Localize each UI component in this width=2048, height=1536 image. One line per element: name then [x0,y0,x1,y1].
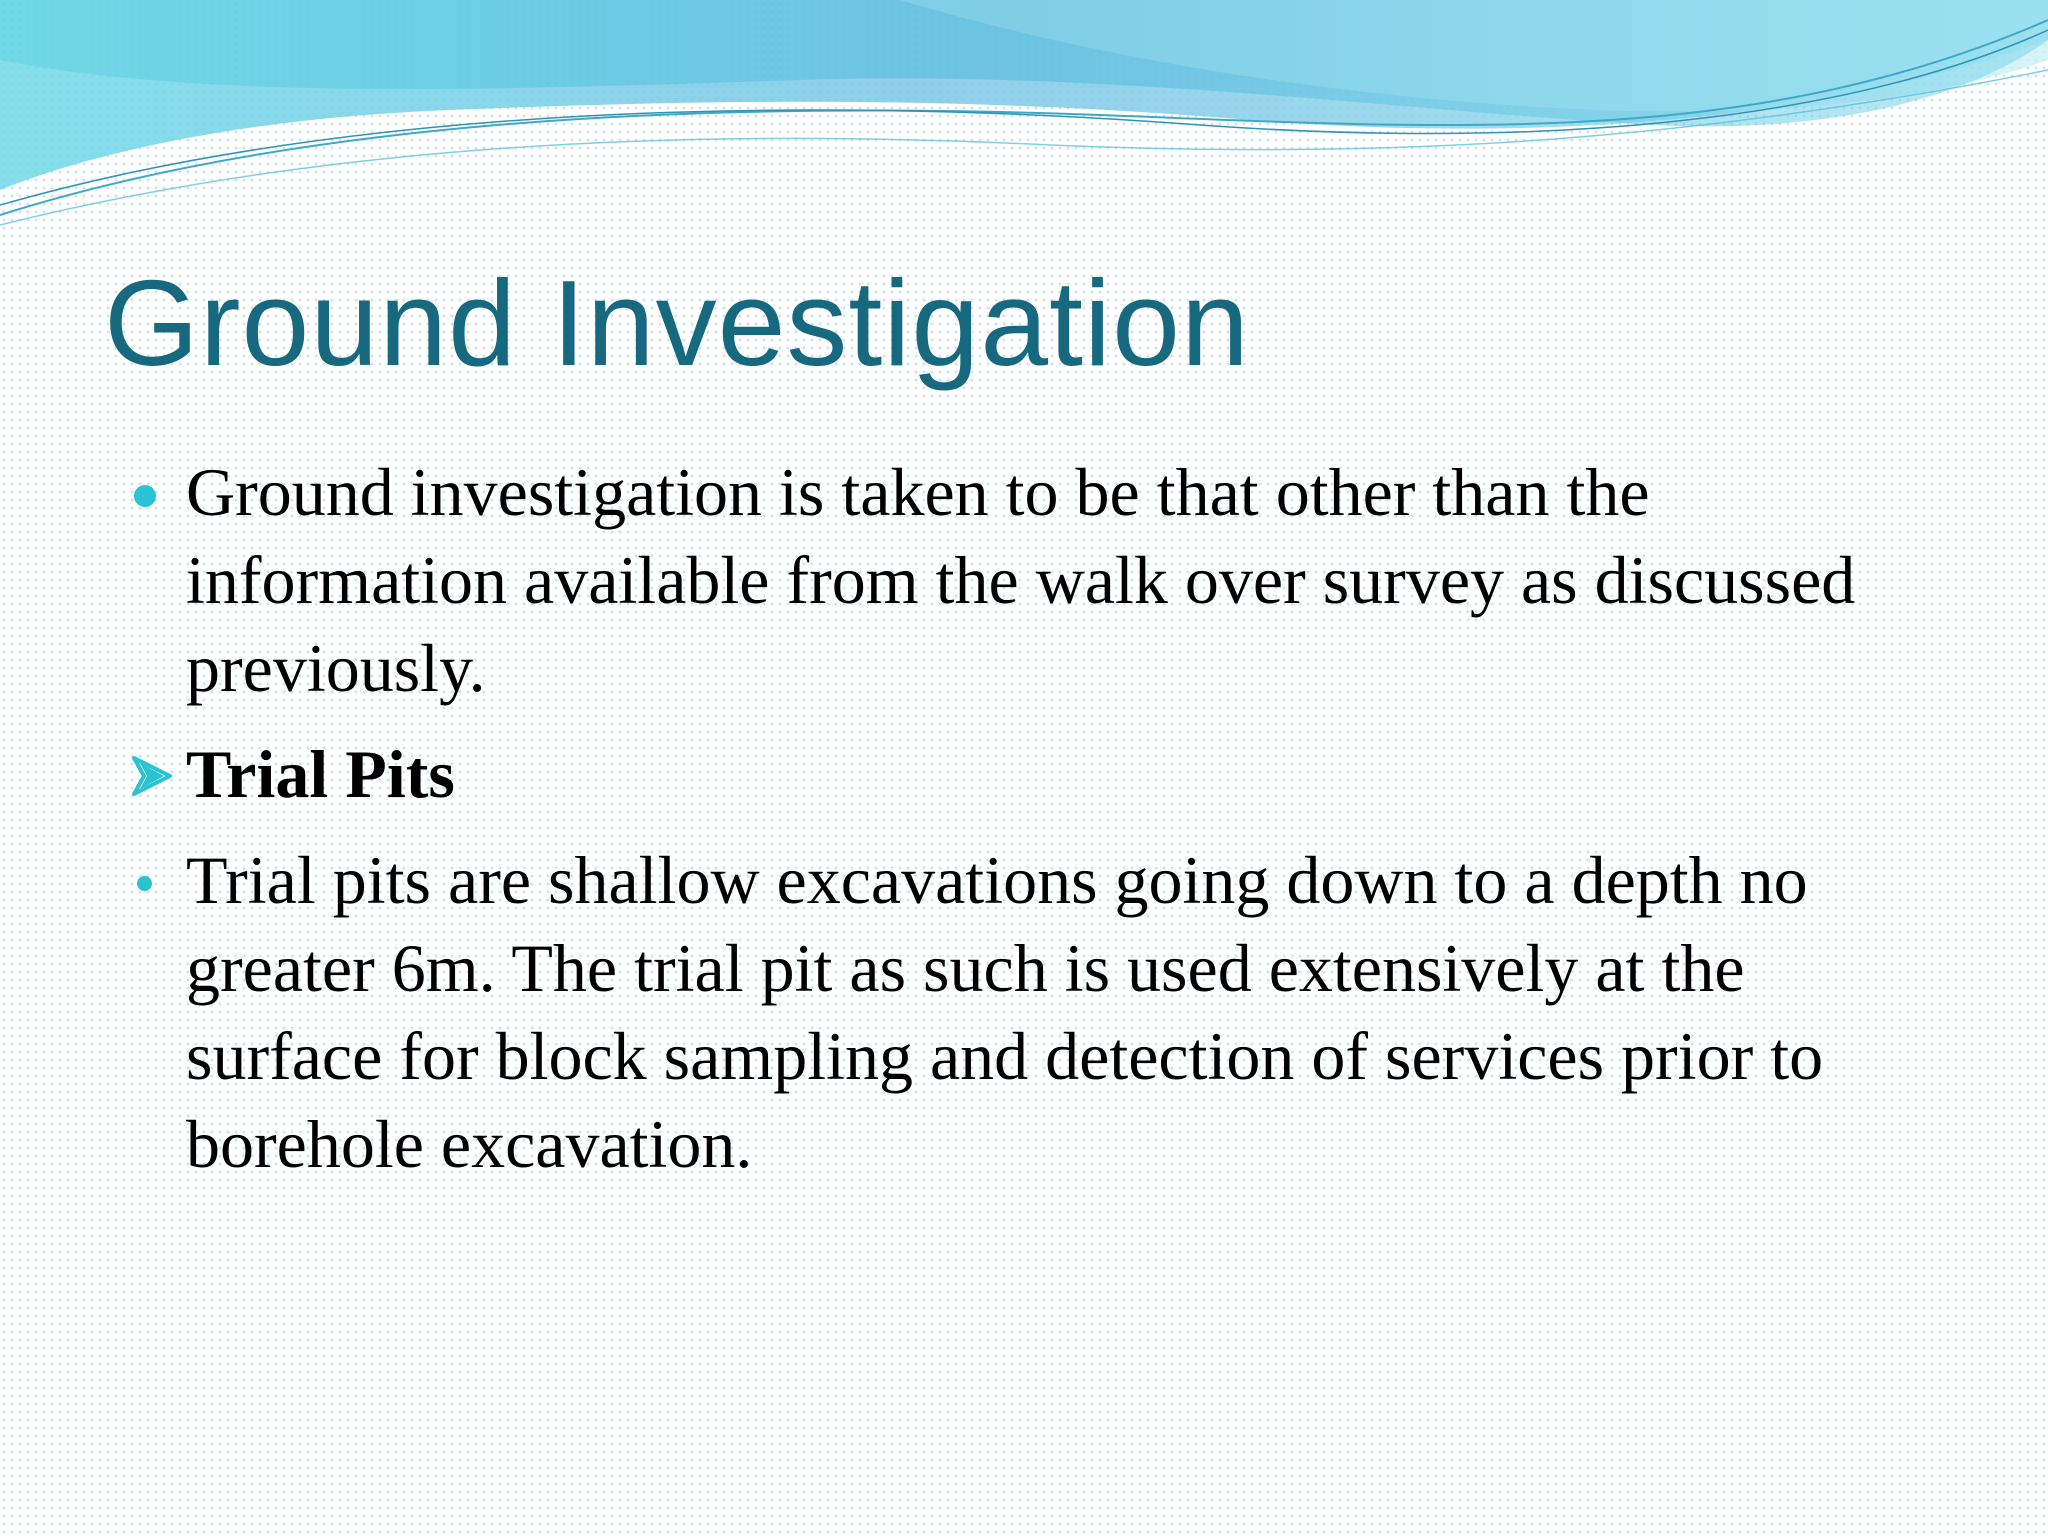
slide-title: Ground Investigation [104,255,1250,391]
bullet-text: Trial pits are shallow excavations going down to a depth no greater 6m. The trial pit as such is used extensively at the surface for block sampling and detection of services prior to borehole excavation. [186,842,1824,1182]
section-heading: Trial Pits [186,736,455,812]
arrow-icon [130,754,174,798]
bullet-item-definition [130,448,1930,712]
dot-icon [134,485,156,507]
bullet-item-trial-pits-heading [130,730,1930,818]
dot-icon [137,876,152,891]
bullet-item-trial-pits-description [130,836,1930,1188]
decorative-wave-banner [0,0,2048,240]
bullet-list [130,448,1930,1188]
bullet-text: Ground investigation is taken to be that other than the information available from the walk over survey as discussed previously. [186,454,1856,706]
